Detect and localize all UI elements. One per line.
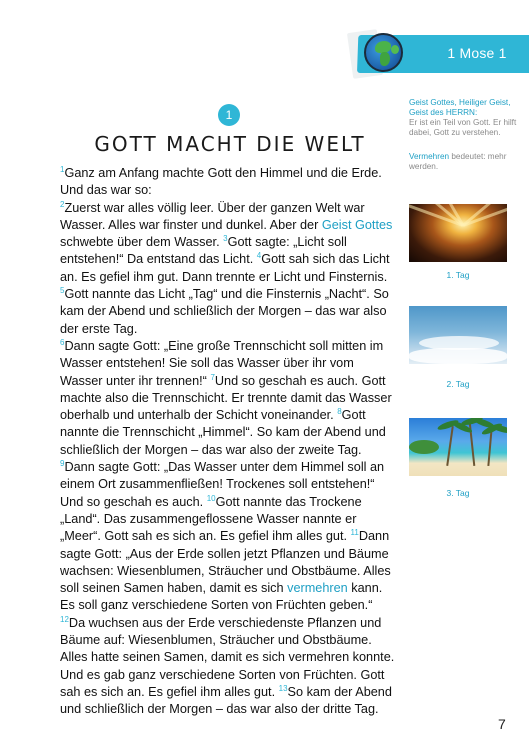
verse-number: 6 — [60, 337, 65, 347]
verse-text: schwebte über dem Wasser. — [60, 235, 224, 250]
verse-number: 10 — [206, 493, 216, 503]
verse-text: Gott nannte die Trennschicht „Himmel“. So kam der Abend und schließlich der Morgen – das war also der zweite Tag. — [60, 408, 386, 457]
chapter-title: GOTT MACHT DIE WELT — [94, 132, 366, 156]
verse-number: 11 — [350, 528, 359, 537]
globe-icon — [364, 33, 403, 72]
chapter-number: 1 — [218, 104, 240, 126]
verse-text: kann. Es soll ganz verschiedene Sorten von Früchten geben.“ — [60, 581, 383, 613]
paragraph-2 — [60, 200, 399, 338]
picture-caption: 1. Tag — [446, 270, 470, 280]
verse-number: 4 — [256, 251, 262, 261]
glossary-note-term: Geist Gottes, Heiliger Geist, Geist des HERRN: — [409, 98, 511, 117]
glossary-term-geist[interactable]: Geist Gottes — [321, 217, 393, 232]
verse-number: 12 — [60, 614, 69, 624]
verse-text: Und so geschah es auch. Gott machte also die Trennschicht. Er trennte damit das Wasser oberhalb und unterhalb der Schicht voneinander. — [60, 373, 392, 423]
glossary-note-desc: Er ist ein Teil von Gott. Er hilft dabei, Gott zu verstehen. — [409, 118, 517, 137]
verse-number: 5 — [60, 285, 65, 295]
verse-number: 1 — [60, 164, 65, 174]
verse-text: Dann sagte Gott: „Aus der Erde sollen jetzt Pflanzen und Bäume wachsen: Wiesenblumen, Sträucher und Obstbäume. Alles soll seinen Samen haben, damit es sich — [60, 529, 391, 596]
glossary-note-vermehren — [409, 152, 521, 172]
verse-text: Da wuchsen aus der Erde verschiedenste Pflanzen und Bäume auf: Wiesenblumen, Sträucher und Obstbäume. Alles hatte seinen Samen, damit es sich vermehren konnte. Und es gab ganz verschiedene Sorten von Früchten. Gott sah es sich an. Es gefiel ihm alles gut. — [60, 615, 395, 699]
glossary-note-term: Vermehren — [409, 152, 450, 161]
paragraph-4 — [60, 459, 399, 718]
verse-text: Ganz am Anfang machte Gott den Himmel und die Erde. Und das war so: — [60, 166, 382, 198]
verse-text: Gott sagte: „Licht soll entstehen!“ Da entstand das Licht. — [60, 235, 347, 267]
verse-number: 7 — [210, 372, 215, 382]
verse-text: Gott nannte das Trockene „Land“. Das zusammengeflossene Wasser nannte er „Meer“. Gott sah es sich an. Es gefiel ihm alles gut. — [60, 494, 362, 544]
verse-number: 2 — [60, 199, 65, 209]
verse-text: Gott sah sich das Licht an. Es gefiel ihm gut. Dann trennte er Licht und Finsternis. — [60, 252, 390, 284]
scripture-text — [60, 165, 399, 719]
glossary-note-geist — [409, 98, 521, 138]
picture-third-day-beach — [409, 418, 507, 476]
verse-number: 13 — [278, 683, 288, 693]
verse-text: Gott nannte das Licht „Tag“ und die Finsternis „Nacht“. So kam der Abend und schließlich der Morgen – das war also der erste Tag. — [60, 287, 389, 336]
verse-text: Dann sagte Gott: „Das Wasser unter dem Himmel soll an einem Ort zusammenfließen! Trockenes soll entstehen!“ Und so geschah es auch. — [60, 460, 385, 509]
paragraph-1 — [60, 165, 399, 200]
verse-text: So kam der Abend und schließlich der Morgen – das war also der dritte Tag. — [60, 684, 392, 717]
verse-text: Dann sagte Gott: „Eine große Trennschicht soll mitten im Wasser entstehen! Sie soll das Wasser über ihr vom Wasser unter ihr trennen!“ — [60, 338, 384, 388]
verse-text: Zuerst war alles völlig leer. Über der ganzen Welt war Wasser. Alles war finster und dunkel. Aber der — [60, 200, 365, 232]
picture-caption: 2. Tag — [446, 379, 470, 389]
paragraph-3 — [60, 338, 399, 459]
picture-caption: 3. Tag — [446, 488, 470, 498]
glossary-note-desc: bedeutet: mehr werden. — [409, 152, 507, 171]
verse-number: 8 — [337, 406, 342, 416]
verse-number: 3 — [223, 233, 228, 243]
book-label: 1 Mose 1 — [447, 45, 507, 61]
glossary-term-vermehren[interactable]: vermehren — [287, 581, 348, 596]
page-number: 7 — [498, 716, 506, 732]
picture-first-day-light — [409, 204, 507, 262]
picture-second-day-sky — [409, 306, 507, 364]
verse-number: 9 — [60, 458, 65, 468]
